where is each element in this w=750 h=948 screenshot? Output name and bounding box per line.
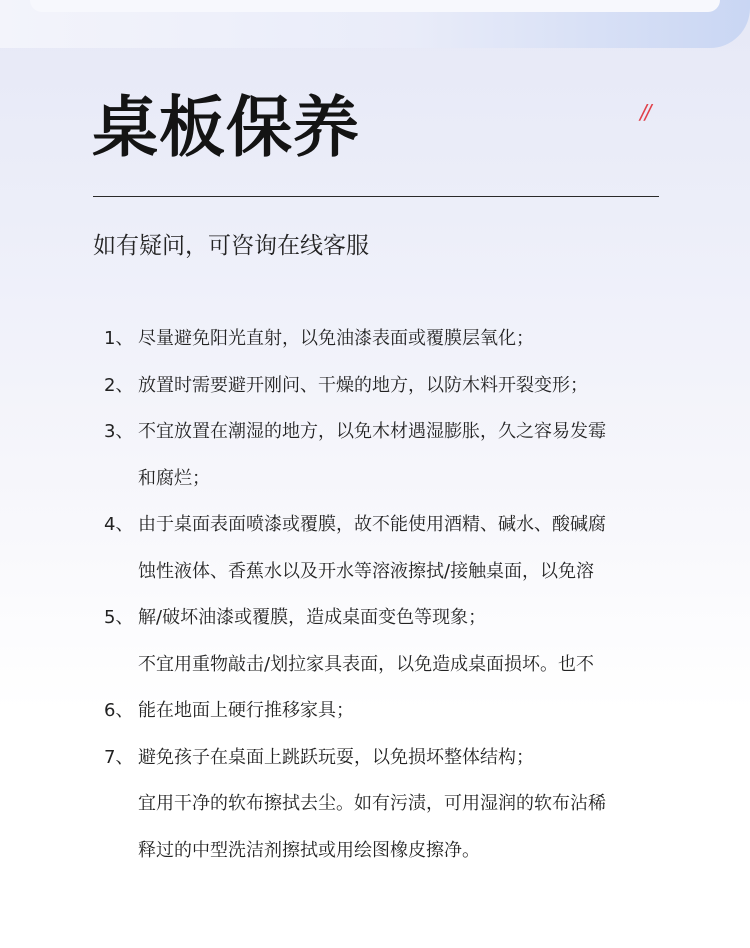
subtitle: 如有疑问，可咨询在线客服 [93,233,369,259]
note-line [104,640,664,687]
note-number: 5、 [104,607,134,629]
top-banner-highlight [30,0,720,12]
note-line [104,361,664,408]
note-line [104,686,664,733]
title-divider [93,196,659,197]
note-number: 4、 [104,514,134,536]
note-number: 2、 [104,374,134,396]
note-text: 蚀性液体、香蕉水以及开水等溶液擦拭/接触桌面，以免溶 [138,560,595,582]
note-text: 释过的中型洗洁剂擦拭或用绘图橡皮擦净。 [138,839,480,861]
page-title: 桌板保养 [92,89,360,166]
note-text: 和腐烂； [138,467,210,489]
note-number: 7、 [104,746,134,768]
note-text: 能在地面上硬行推移家具； [138,700,354,722]
note-text: 避免孩子在桌面上跳跃玩耍，以免损坏整体结构； [138,746,534,768]
note-line [104,407,664,454]
note-text: 解/破坏油漆或覆膜，造成桌面变色等现象； [138,607,487,629]
note-line [104,454,664,501]
slash-decoration: // [640,100,650,124]
note-line [104,547,664,594]
note-line [104,733,664,780]
note-text: 宜用干净的软布擦拭去尘。如有污渍，可用湿润的软布沾稀 [138,793,606,815]
note-text: 不宜用重物敲击/划拉家具表面，以免造成桌面损坏。也不 [138,653,595,675]
care-notes-list [104,314,664,872]
note-number: 1、 [104,328,134,350]
note-text: 尽量避免阳光直射，以免油漆表面或覆膜层氧化； [138,328,534,350]
note-text: 不宜放置在潮湿的地方，以免木材遇湿膨胀，久之容易发霉 [138,421,606,443]
note-number: 3、 [104,421,134,443]
note-line [104,314,664,361]
note-number: 6、 [104,700,134,722]
top-banner [0,0,750,48]
note-text: 放置时需要避开刚问、干燥的地方，以防木料开裂变形； [138,374,588,396]
note-line [104,779,664,826]
note-text: 由于桌面表面喷漆或覆膜，故不能使用酒精、碱水、酸碱腐 [138,514,606,536]
note-line [104,500,664,547]
note-line [104,593,664,640]
note-line [104,826,664,873]
